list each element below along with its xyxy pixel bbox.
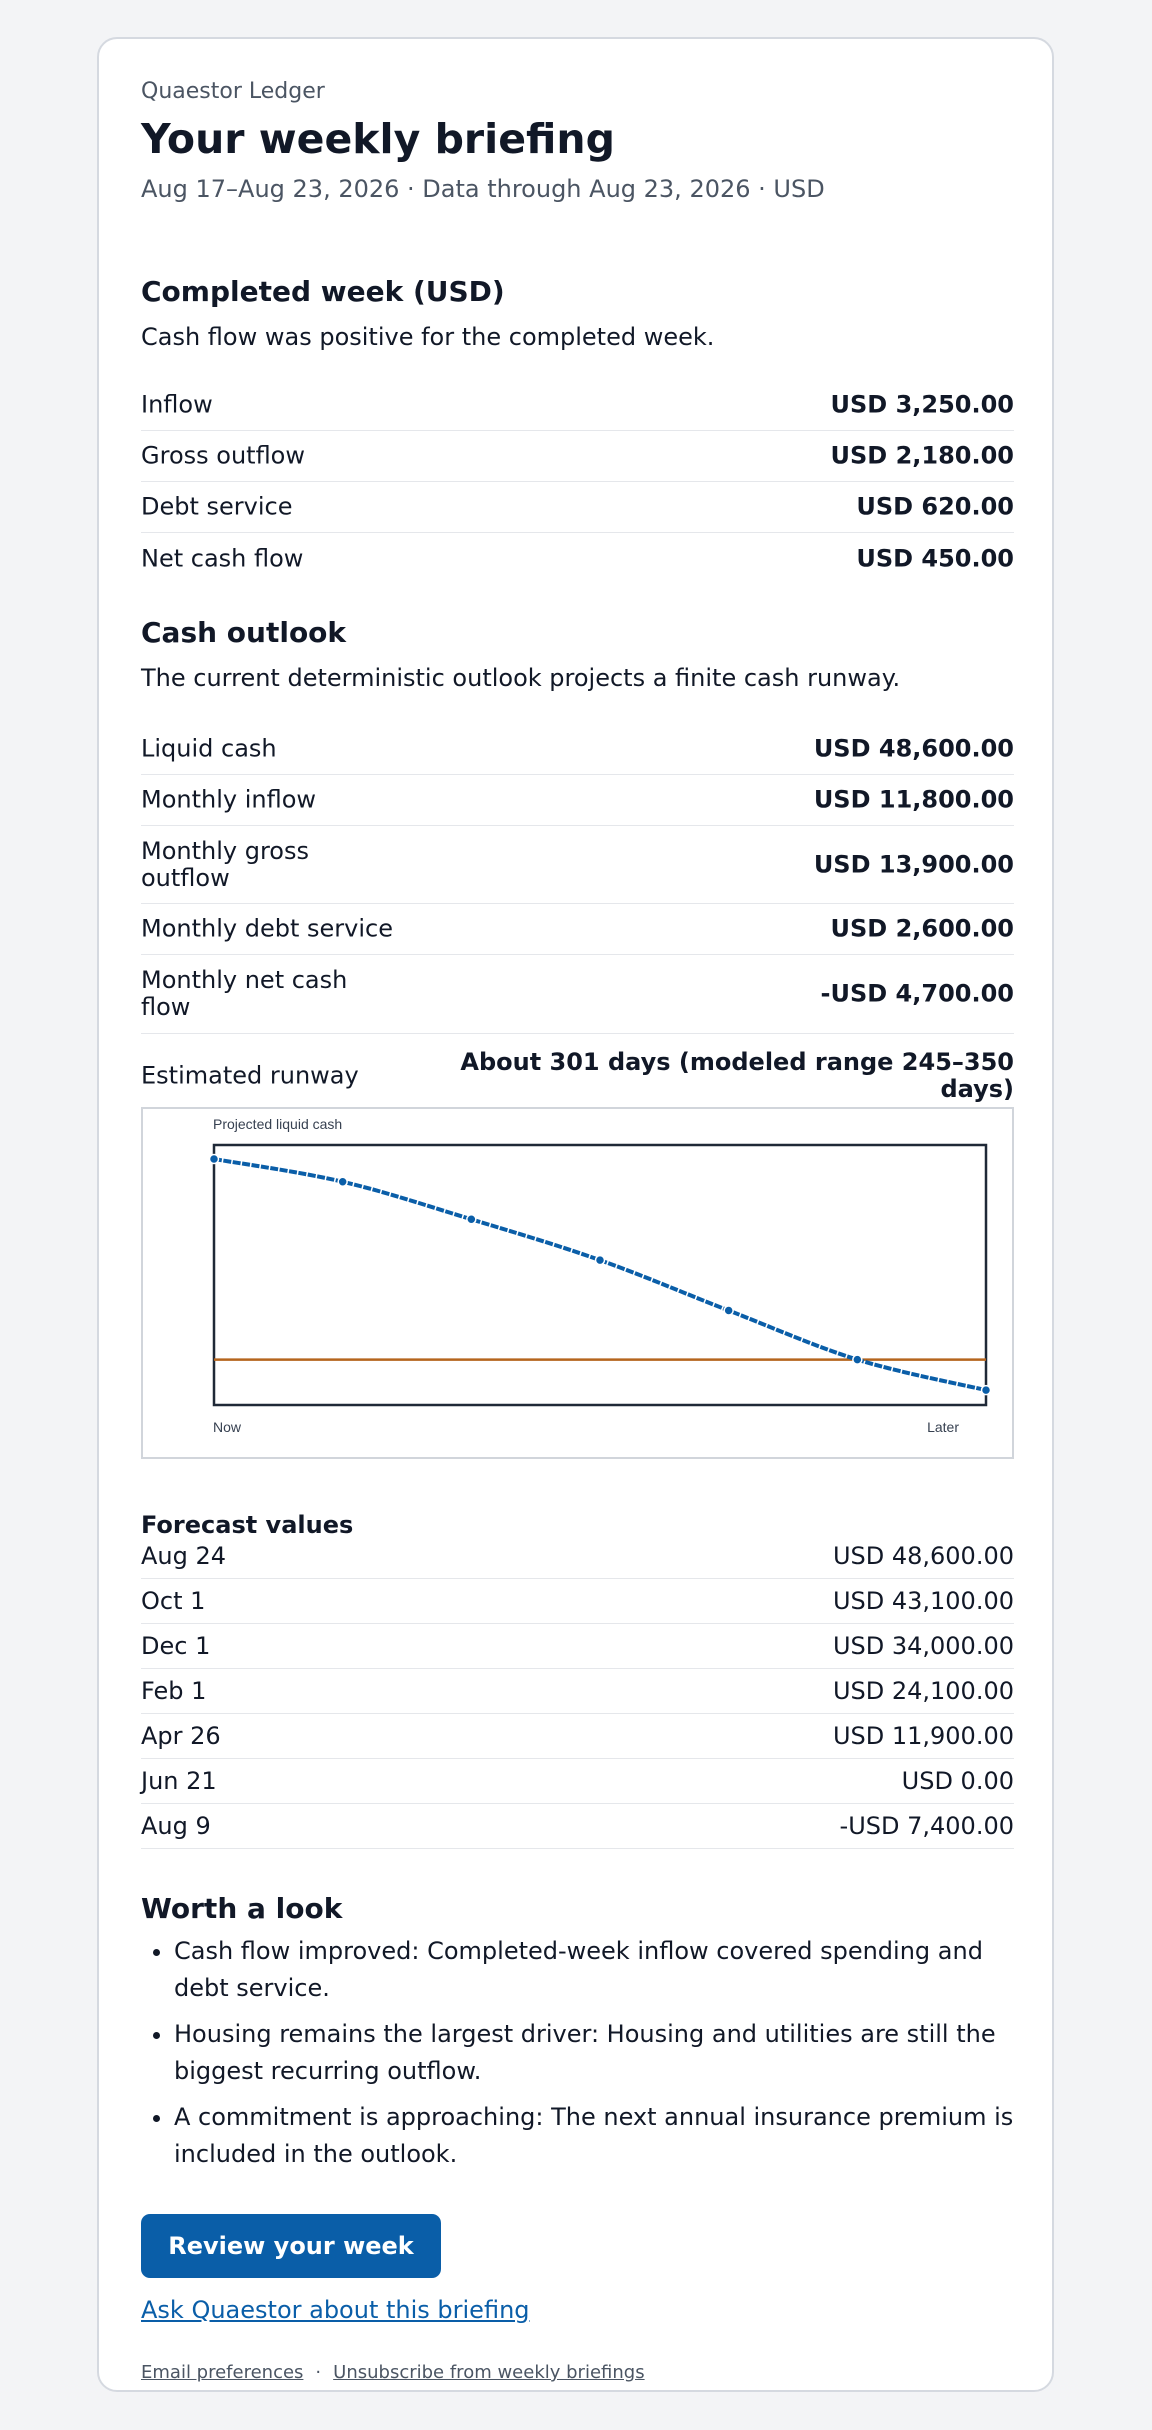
row-label: Liquid cash xyxy=(141,734,277,763)
row-label: Gross outflow xyxy=(141,441,305,470)
forecast-row xyxy=(141,1624,1014,1669)
row-label: Debt service xyxy=(141,492,293,521)
forecast-amount: USD 48,600.00 xyxy=(832,1542,1014,1570)
row-label: Net cash flow xyxy=(141,544,304,572)
forecast-amount: -USD 7,400.00 xyxy=(839,1812,1014,1840)
row-value: -USD 4,700.00 xyxy=(820,979,1014,1008)
page-title: Your weekly briefing xyxy=(141,115,615,163)
cash-outlook-row xyxy=(141,724,1014,775)
forecast-amount: USD 34,000.00 xyxy=(832,1632,1014,1660)
row-label: Monthly inflow xyxy=(141,785,317,814)
forecast-amount: USD 24,100.00 xyxy=(832,1677,1014,1705)
completed-week-row xyxy=(141,380,1014,431)
cash-outlook-row xyxy=(141,826,1014,904)
completed-week-summary: Cash flow was positive for the completed week. xyxy=(141,323,715,351)
row-label: Estimated runway xyxy=(141,1061,359,1089)
row-value: About 301 days (modeled range 245–350 days) xyxy=(460,1047,1014,1103)
worth-a-look-list xyxy=(141,1933,1014,2182)
forecast-table xyxy=(141,1534,1014,1849)
forecast-row xyxy=(141,1714,1014,1759)
forecast-row xyxy=(141,1669,1014,1714)
forecast-date: Feb 1 xyxy=(141,1677,207,1705)
row-label: Monthly debt service xyxy=(141,914,393,943)
data-point xyxy=(210,1155,219,1164)
data-point xyxy=(853,1355,862,1364)
forecast-row xyxy=(141,1759,1014,1804)
forecast-amount: USD 0.00 xyxy=(901,1767,1014,1795)
cash-outlook-row xyxy=(141,775,1014,826)
cash-outlook-row xyxy=(141,904,1014,955)
cash-outlook-summary: The current deterministic outlook projects a finite cash runway. xyxy=(141,664,901,692)
ask-quaestor-link[interactable]: Ask Quaestor about this briefing xyxy=(141,2296,530,2324)
chart-svg xyxy=(143,1109,1012,1457)
projected-cash-chart xyxy=(141,1107,1014,1459)
row-value: USD 3,250.00 xyxy=(830,390,1014,419)
chart-title: Projected liquid cash xyxy=(213,1116,343,1132)
insight-item: • Housing remains the largest driver: Housing and utilities are still the biggest recurring outflow. xyxy=(174,2016,1014,2090)
data-point xyxy=(982,1386,991,1395)
forecast-date: Oct 1 xyxy=(141,1587,206,1615)
footer-separator: · xyxy=(315,2362,322,2383)
completed-week-table xyxy=(141,380,1014,584)
data-point xyxy=(467,1215,476,1224)
completed-week-heading: Completed week (USD) xyxy=(141,275,505,308)
plot-frame xyxy=(214,1145,986,1405)
data-point xyxy=(596,1256,605,1265)
date-range-subtitle: Aug 17–Aug 23, 2026 · Data through Aug 23, 2026 · USD xyxy=(141,175,825,203)
worth-a-look-heading: Worth a look xyxy=(141,1892,343,1925)
cash-outlook-heading: Cash outlook xyxy=(141,616,347,649)
projected-cash-series-line xyxy=(214,1159,986,1390)
row-value: USD 620.00 xyxy=(856,492,1014,521)
forecast-row xyxy=(141,1804,1014,1849)
forecast-row xyxy=(141,1579,1014,1624)
review-week-button[interactable]: Review your week xyxy=(141,2214,441,2278)
cash-outlook-table xyxy=(141,724,1014,1117)
forecast-date: Apr 26 xyxy=(141,1722,221,1750)
forecast-date: Dec 1 xyxy=(141,1632,211,1660)
insight-item: • Cash flow improved: Completed-week inflow covered spending and debt service. xyxy=(174,1933,1014,2007)
forecast-heading: Forecast values xyxy=(141,1511,354,1539)
completed-week-row xyxy=(141,533,1014,584)
cash-outlook-row xyxy=(141,955,1014,1034)
row-value: USD 48,600.00 xyxy=(813,734,1014,763)
row-value: USD 13,900.00 xyxy=(813,850,1014,878)
forecast-amount: USD 11,900.00 xyxy=(832,1722,1014,1750)
row-value: USD 2,180.00 xyxy=(830,441,1014,470)
insight-item: • A commitment is approaching: The next annual insurance premium is included in the outlook. xyxy=(174,2099,1014,2173)
x-axis-start-label: Now xyxy=(213,1419,242,1435)
row-value: USD 450.00 xyxy=(856,544,1014,572)
forecast-row xyxy=(141,1534,1014,1579)
forecast-date: Aug 24 xyxy=(141,1542,227,1570)
data-point xyxy=(338,1177,347,1186)
forecast-amount: USD 43,100.00 xyxy=(832,1587,1014,1615)
row-value: USD 11,800.00 xyxy=(813,785,1014,814)
forecast-date: Jun 21 xyxy=(141,1767,217,1795)
row-value: USD 2,600.00 xyxy=(830,914,1014,943)
unsubscribe-link[interactable]: Unsubscribe from weekly briefings xyxy=(333,2362,645,2383)
forecast-date: Aug 9 xyxy=(141,1812,211,1840)
footer xyxy=(141,2362,645,2383)
row-label: Monthly net cash flow xyxy=(141,966,348,1021)
completed-week-row xyxy=(141,431,1014,482)
row-label: Inflow xyxy=(141,390,213,419)
cash-outlook-row xyxy=(141,1034,1014,1117)
data-point xyxy=(724,1306,733,1315)
completed-week-row xyxy=(141,482,1014,533)
x-axis-end-label: Later xyxy=(927,1419,959,1435)
row-label: Monthly gross outflow xyxy=(141,836,309,892)
brand-name: Quaestor Ledger xyxy=(141,79,325,104)
email-preferences-link[interactable]: Email preferences xyxy=(141,2362,304,2383)
briefing-card xyxy=(97,37,1054,2392)
